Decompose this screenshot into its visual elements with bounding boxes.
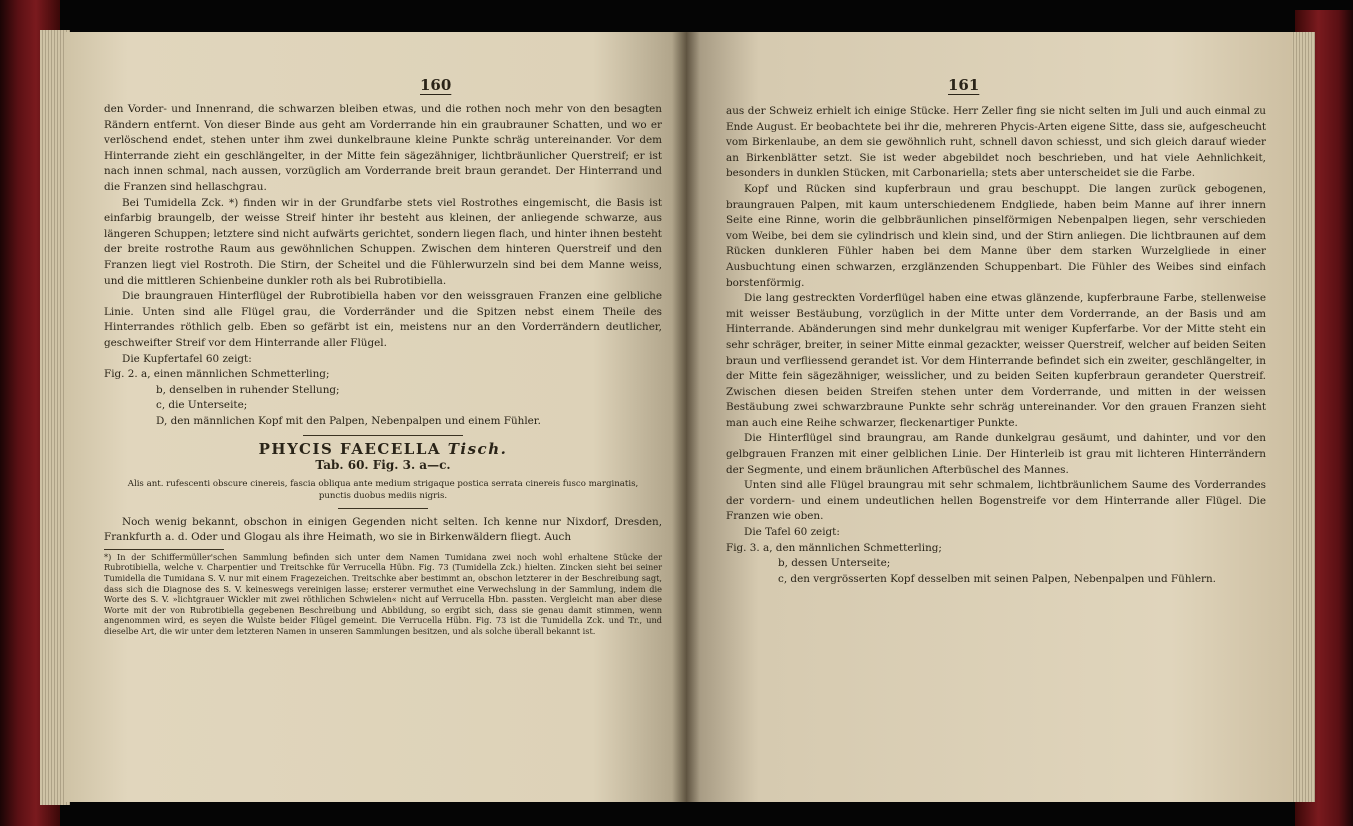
left-paragraph-2: Bei Tumidella Zck. *) finden wir in der Grundfarbe stets viel Rostrothes eingemischt, die Basis ist einfarbig braungelb, der weisse Streif hinter ihr besteht aus kleinen, der anliegende schwarze, aus längeren Schuppen; letztere sind nicht aufwärts gerichtet, sondern liegen flach, und hinter ihnen besteht der breite rostrothe Raum aus gewöhnlichen Schuppen. Zwischen dem hinteren Querstreif und den Franzen liegt viel Rostroth. Die Stirn, der Scheitel und die Fühlerwurzeln sind bei dem Manne weiss, und die mittleren Schienbeine dunkler roth als bei Rubrotibiella. (104, 196, 662, 287)
left-page (66, 32, 686, 802)
latin-diagnosis: Alis ant. rufescenti obscure cinereis, fascia obliqua ante medium strigaque postica serrata cinereis fusco marginatis, punctis duobus mediis nigris. (127, 478, 639, 501)
caption-line: b, dessen Unterseite; (778, 557, 891, 570)
right-paragraph-5: Unten sind alle Flügel braungrau mit sehr schmalem, lichtbräunlichem Saume des Vorderrandes der vordern- und einem undeutlichen hellen Bogenstreife vor dem Hinterrande aller Flügel. Die Franzen wie oben. (726, 479, 1266, 523)
footnote: *) In der Schiffermüller'schen Sammlung befinden sich unter dem Namen Tumidana zwei noch wohl erhaltene Stücke der Rubrotibiella, welche v. Charpentier und Treitschke für Verrucella Hübn. Fig. 73 (Tumidella Zck.) hielten. Zincken sieht bei seiner Tumidella die Tumidana S. V. nur mit einem Fragezeichen. Treitschke aber bestimmt an, obschon letzterer in der Beschreibung sagt, dass sich die Diagnose des S. V. keineswegs vereinigen lasse; ersterer vermuthet eine Verwechslung in der Sammlung, indem die Worte des S. V. »lichtgrauer Wickler mit zwei röthlichen Schwielen« nicht auf Verrucella Hbn. passten. Vergleicht man aber diese Worte mit der von Rubrotibiella gegebenen Beschreibung und Abbildung, so ergibt sich, dass sie genau damit stimmen, wenn angenommen wird, es seyen die Wulste beider Flügel gemeint. Die Verrucella Hübn. Fig. 73 ist die Tumidella Zck. und Tr., und dieselbe Art, die wir unter dem letzteren Namen in unseren Sammlungen besitzen, und als solche überall bekannt ist. (104, 551, 662, 636)
left-paragraph-3: Die braungrauen Hinterflügel der Rubrotibiella haben vor den weissgrauen Franzen eine gelbliche Linie. Unten sind alle Flügel grau, die Vorderränder und die Spitzen nebst einem Theile des Hinterrandes röthlich gelb. Eben so gefärbt ist ein, meistens nur an den Vorderrändern deutlicher, geschweifter Streif vor dem Hinterrande aller Flügel. (104, 290, 662, 349)
right-page-body (726, 104, 1266, 587)
caption-line: c, den vergrösserten Kopf desselben mit seinen Palpen, Nebenpalpen und Fühlern. (778, 572, 1216, 585)
species-title: PHYCIS FAECELLA (258, 440, 442, 459)
right-paragraph-2: Kopf und Rücken sind kupferbraun und grau beschuppt. Die langen zurück gebogenen, braungrauen Palpen, mit kaum unterschiedenem Endgliede, haben beim Manne auf ihrer innern Seite eine Rinne, worin die gelbbräunlichen pinselförmigen Nebenpalpen liegen, sehr verschieden vom Weibe, bei dem sie cylindrisch und klein sind, und der Stirn anliegen. Die lichtbraunen auf dem Rücken dunkleren Fühler haben bei dem Manne über dem starken Wurzelgliede in einer Ausbuchtung einen schwarzen, erzglänzenden Schuppenbart. Die Fühler des Weibes sind einfach borstenförmig. (726, 182, 1266, 289)
right-paragraph-3: Die lang gestreckten Vorderflügel haben eine etwas glänzende, kupferbraune Farbe, stellenweise mit weisser Bestäubung, vorzüglich in der Mitte unter dem Vorderrande, an der Basis und am Hinterrande. Abänderungen sind mehr dunkelgrau mit weniger Kupferfarbe. Vor der Mitte steht ein sehr schräger, breiter, in seiner Mitte einmal gezackter, weisser Querstreif, welcher auf beiden Seiten braun und verfliessend gerandet ist. Vor dem Hinterrande befindet sich ein zweiter, geschlängelter, in der Mitte fein sägezähniger, weisslicher, und zu beiden Seiten kupferbraun gerandeter Querstreif. Zwischen diesen beiden Streifen stehen unter dem Vorderrande, und mitten in der weissen Bestäubung zwei schwarzbraune Punkte sehr schräg untereinander. Vor den grauen Franzen sieht man auch eine Reihe schwarzer, fleckenartiger Punkte. (726, 292, 1266, 429)
footnote-divider (104, 549, 224, 550)
section-divider (303, 435, 463, 436)
right-paragraph-4: Die Hinterflügel sind braungrau, am Rande dunkelgrau gesäumt, und dahinter, und vor den gelbgrauen Franzen mit einer gelblichen Linie. Der Hinterleib ist grau mit lichteren Hinterrändern der Segmente, und einem bräunlichen Afterbüschel des Mannes. (726, 432, 1266, 476)
caption-line: D, den männlichen Kopf mit den Palpen, Nebenpalpen und einem Fühler. (156, 414, 541, 427)
species-author: Tisch. (447, 440, 508, 459)
caption-line: Fig. 2. a, einen männlichen Schmetterling; (104, 368, 330, 381)
caption-line: b, denselben in ruhender Stellung; (156, 383, 340, 396)
species-heading (104, 442, 662, 458)
plate-intro-left: Die Kupfertafel 60 zeigt: (122, 352, 252, 365)
caption-line: c, die Unterseite; (156, 399, 248, 412)
book-gutter-shadow (672, 32, 700, 802)
left-paragraph-1: den Vorder- und Innenrand, die schwarzen bleiben etwas, und die rothen noch mehr von den besagten Rändern entfernt. Von dieser Binde aus geht am Vorderrande hin ein graubrauner Schatten, und wo er verlöschend endet, stehen unter ihm zwei dunkelbraune kleine Punkte schräg untereinander. Vor dem Hinterrande zieht ein geschlängelter, in der Mitte fein sägezähniger, lichtbräunlicher Querstreif; er ist nach innen schmal, nach aussen, vorzüglich am Vorderrande breit braun gerandet. Der Hinterrand und die Franzen sind hellaschgrau. (104, 103, 662, 193)
left-paragraph-4: Noch wenig bekannt, obschon in einigen Gegenden nicht selten. Ich kenne nur Nixdorf, Dresden, Frankfurth a. d. Oder und Glogau als ihre Heimath, wo sie in Birkenwäldern fliegt. Auch (104, 515, 662, 544)
species-plate-reference: Tab. 60. Fig. 3. a—c. (315, 458, 451, 473)
right-page (686, 32, 1292, 802)
plate-intro-right: Die Tafel 60 zeigt: (744, 526, 840, 539)
right-paragraph-1: aus der Schweiz erhielt ich einige Stücke. Herr Zeller fing sie nicht selten im Juli und auch einmal zu Ende August. Er beobachtete bei ihr die, mehreren Phycis-Arten eigene Sitte, dass sie, aufgescheucht vom Birkenlaube, an dem sie gewöhnlich ruht, schnell davon schiesst, und sich gleich darauf wieder an Birkenblätter setzt. Sie ist weder abgebildet noch beschrieben, und hat viele Aehnlichkeit, besonders in dunklen Stücken, mit Carbonariella; stets aber unterscheidet sie die Farbe. (726, 105, 1266, 180)
caption-line: Fig. 3. a, den männlichen Schmetterling; (726, 541, 942, 554)
right-page-number: 161 (948, 76, 980, 94)
left-page-number: 160 (420, 76, 452, 94)
diagnosis-divider (338, 508, 428, 509)
left-page-body (104, 102, 662, 637)
